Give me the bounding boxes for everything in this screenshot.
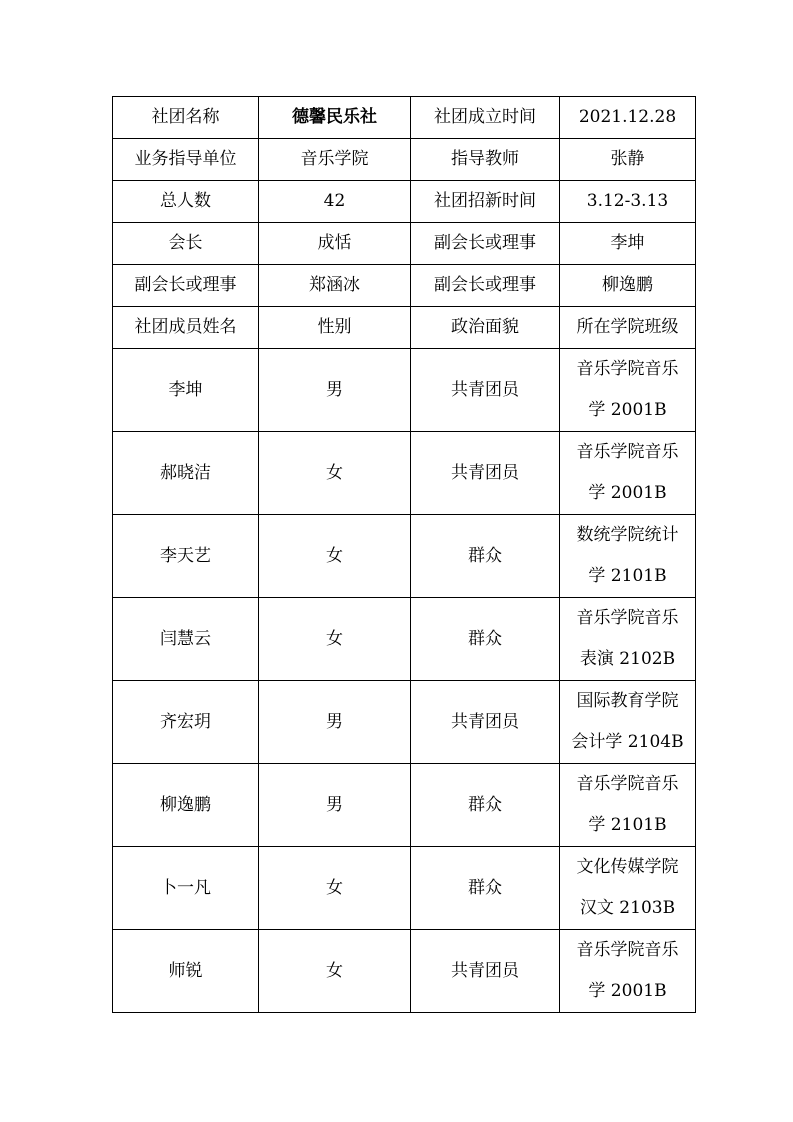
member-class bbox=[560, 515, 696, 598]
member-name: 李坤 bbox=[113, 349, 259, 432]
member-class-line1: 音乐学院音乐 bbox=[576, 608, 679, 628]
member-class-line2: 学 2101B bbox=[588, 566, 667, 586]
value-vice-president-2: 郑涵冰 bbox=[259, 265, 411, 307]
value-vice-president-1: 李坤 bbox=[560, 223, 696, 265]
label-president: 会长 bbox=[113, 223, 259, 265]
value-founded-date: 2021.12.28 bbox=[560, 97, 696, 139]
member-name: 闫慧云 bbox=[113, 598, 259, 681]
info-row-club-name bbox=[113, 97, 696, 139]
member-class bbox=[560, 764, 696, 847]
label-recruit-time: 社团招新时间 bbox=[411, 181, 560, 223]
member-political-status: 群众 bbox=[411, 764, 560, 847]
label-vice-president-1: 副会长或理事 bbox=[411, 223, 560, 265]
member-class bbox=[560, 930, 696, 1013]
value-total-members: 42 bbox=[259, 181, 411, 223]
member-class-line1: 音乐学院音乐 bbox=[576, 442, 679, 462]
label-total-members: 总人数 bbox=[113, 181, 259, 223]
member-name: 卜一凡 bbox=[113, 847, 259, 930]
value-recruit-time: 3.12-3.13 bbox=[560, 181, 696, 223]
member-gender: 女 bbox=[259, 515, 411, 598]
header-gender: 性别 bbox=[259, 307, 411, 349]
member-political-status: 共青团员 bbox=[411, 930, 560, 1013]
member-class bbox=[560, 598, 696, 681]
table-row bbox=[113, 349, 696, 432]
value-guidance-unit: 音乐学院 bbox=[259, 139, 411, 181]
value-advisor: 张静 bbox=[560, 139, 696, 181]
table-row bbox=[113, 930, 696, 1013]
header-political-status: 政治面貌 bbox=[411, 307, 560, 349]
value-president: 成恬 bbox=[259, 223, 411, 265]
member-political-status: 群众 bbox=[411, 598, 560, 681]
member-political-status: 共青团员 bbox=[411, 681, 560, 764]
member-class-line2: 表演 2102B bbox=[579, 649, 676, 669]
table-row bbox=[113, 764, 696, 847]
member-political-status: 共青团员 bbox=[411, 432, 560, 515]
info-row-president bbox=[113, 223, 696, 265]
header-member-name: 社团成员姓名 bbox=[113, 307, 259, 349]
label-vice-president-3: 副会长或理事 bbox=[411, 265, 560, 307]
member-class-line2: 学 2001B bbox=[588, 981, 667, 1001]
member-class-line2: 学 2101B bbox=[588, 815, 667, 835]
member-gender: 女 bbox=[259, 847, 411, 930]
member-class bbox=[560, 847, 696, 930]
member-gender: 男 bbox=[259, 681, 411, 764]
club-info-table bbox=[112, 96, 696, 1013]
member-name: 齐宏玥 bbox=[113, 681, 259, 764]
info-row-members-count bbox=[113, 181, 696, 223]
member-name: 李天艺 bbox=[113, 515, 259, 598]
member-class-line1: 数统学院统计 bbox=[576, 525, 679, 545]
table-row bbox=[113, 432, 696, 515]
member-gender: 男 bbox=[259, 349, 411, 432]
member-class-line1: 文化传媒学院 bbox=[576, 857, 679, 877]
member-class-line1: 音乐学院音乐 bbox=[576, 940, 679, 960]
label-club-name: 社团名称 bbox=[113, 97, 259, 139]
table-row bbox=[113, 598, 696, 681]
value-club-name: 德馨民乐社 bbox=[259, 97, 411, 139]
label-founded-date: 社团成立时间 bbox=[411, 97, 560, 139]
table-row bbox=[113, 681, 696, 764]
member-class-line1: 国际教育学院 bbox=[576, 691, 679, 711]
member-name: 郝晓洁 bbox=[113, 432, 259, 515]
member-table-header bbox=[113, 307, 696, 349]
label-vice-president-2: 副会长或理事 bbox=[113, 265, 259, 307]
member-class bbox=[560, 432, 696, 515]
member-class-line1: 音乐学院音乐 bbox=[576, 774, 679, 794]
member-class-line2: 汉文 2103B bbox=[579, 898, 676, 918]
header-college-class: 所在学院班级 bbox=[560, 307, 696, 349]
label-advisor: 指导教师 bbox=[411, 139, 560, 181]
member-name: 师锐 bbox=[113, 930, 259, 1013]
member-political-status: 群众 bbox=[411, 515, 560, 598]
member-class-line2: 学 2001B bbox=[588, 483, 667, 503]
info-row-guidance bbox=[113, 139, 696, 181]
member-class-line2: 会计学 2104B bbox=[571, 732, 684, 752]
member-gender: 女 bbox=[259, 930, 411, 1013]
info-row-vice-presidents bbox=[113, 265, 696, 307]
value-vice-president-3: 柳逸鹏 bbox=[560, 265, 696, 307]
label-guidance-unit: 业务指导单位 bbox=[113, 139, 259, 181]
member-political-status: 共青团员 bbox=[411, 349, 560, 432]
member-gender: 女 bbox=[259, 598, 411, 681]
member-political-status: 群众 bbox=[411, 847, 560, 930]
member-class bbox=[560, 681, 696, 764]
member-gender: 女 bbox=[259, 432, 411, 515]
table-row bbox=[113, 515, 696, 598]
member-class bbox=[560, 349, 696, 432]
member-name: 柳逸鹏 bbox=[113, 764, 259, 847]
member-gender: 男 bbox=[259, 764, 411, 847]
table-row bbox=[113, 847, 696, 930]
member-class-line1: 音乐学院音乐 bbox=[576, 359, 679, 379]
member-class-line2: 学 2001B bbox=[588, 400, 667, 420]
